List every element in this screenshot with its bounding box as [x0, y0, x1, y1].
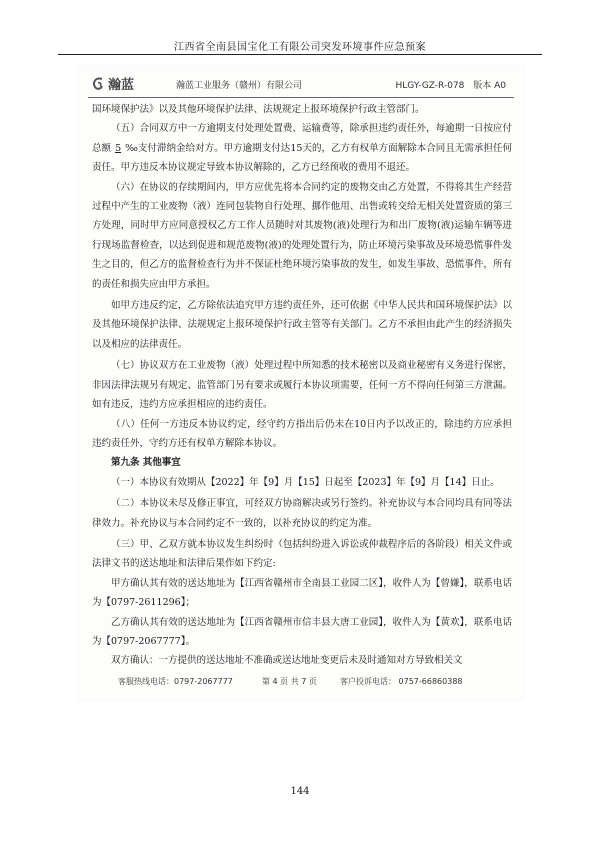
complaint-phone: 客户投诉电话： 0757-66860388	[340, 677, 463, 686]
clause-1: （一）本协议有效期从【2022】年【9】月【15】日起至【2023】年【9】月【14】日止。	[111, 476, 500, 488]
company-name: 瀚蓝工业服务（赣州）有限公司	[176, 81, 303, 91]
party-b-address: 乙方确认其有效的送达地址为【江西省赣州市信丰县大唐工业园】，收件人为【黄欢】，联系电话为【0797-2067777】。	[92, 616, 512, 647]
paragraph-5	[92, 119, 512, 177]
company-logo	[90, 74, 134, 93]
document-number	[396, 78, 506, 91]
paragraph-7: （七）协议双方在工业废物（液）处理过程中所知悉的技术秘密以及商业秘密有义务进行保密，非因法律法规另有规定、监管部门另有要求或履行本协议项需要，任何一方不得向任何第三方泄漏。如有违反，违约方应承担相应的违约责任。	[92, 360, 512, 411]
clause-3: （三）甲、乙双方就本协议发生纠纷时（包括纠纷进入诉讼或仲裁程序后的各阶段）相关文件或法律文书的送达地址和法律后果作如下约定:	[92, 538, 512, 570]
service-confirmation: 双方确认：一方提供的送达地址不准确或送达地址变更后未及时通知对方导致相关文	[111, 655, 463, 667]
paragraph-6: （六）在协议的存续期间内，甲方应优先将本合同约定的废物交由乙方处置，不得将其生产经营过程中产生的工业废物（液）连同包装物自行处理、挪作他用、出售或转交给无相关处置资质的第三方处理，同时甲方应同意授权乙方工作人员随时对其废物(液)处理行为和出厂废物(液)运输车辆等进行现场监督检查，以达到促进和规范废物(液)的处理处置行为，防止环境污染事故及环境恐慌事件发生之目的，但乙方的监督检查行为并不保证杜绝环境污染事故的发生，如发生事故、恐慌事件，所有的责任和损失应由甲方承担。	[92, 181, 512, 290]
doc-code: HLGY-GZ-R-078	[395, 81, 465, 91]
late-fee-rate: 5	[115, 142, 122, 154]
title-divider	[58, 54, 542, 55]
paragraph-5-rest: ‰支付滞纳金给对方。甲方逾期支付达15天的，乙方有权单方面解除本合同且无需承担任何责任。甲方违反本协议规定导致本协议解除的，乙方已经预收的费用不退还。	[92, 142, 512, 174]
header-divider	[88, 97, 514, 98]
scan-header	[78, 66, 524, 98]
paragraph-8: （八）任何一方违反本协议约定，经守约方指出后仍未在10日内予以改正的，除违约方应承担违约责任外，守约方还有权单方解除本协议。	[92, 418, 512, 449]
hotline-text: 客服热线电话：0797-2067777	[118, 677, 233, 686]
paragraph-continued: 国环境保护法》以及其他环境保护法律、法规规定上报环境保护行政主管部门。	[92, 104, 425, 115]
logo-swirl-icon	[90, 76, 106, 92]
logo-text: 瀚蓝	[108, 78, 135, 93]
page-indicator: 第 4 页 共 7 页	[262, 677, 317, 686]
paragraph-breach: 如甲方违反约定，乙方除依法追究甲方违约责任外，还可依据《中华人民共和国环境保护法》以及其他环境保护法律、法规规定上报环境保护行政主管等有关部门。乙方不承担由此产生的经济损失以及相应的法律责任。	[92, 300, 512, 350]
scanned-page	[78, 66, 524, 700]
page-number: 144	[290, 786, 310, 797]
clause-2: （二）本协议未尽及修正事宜，可经双方协商解决或另行签约。补充协议与本合同均具有同等法律效力。补充协议与本合同约定不一致的，以补充协议的约定为准。	[92, 498, 512, 529]
party-a-address: 甲方确认其有效的送达地址为【江西省赣州市全南县工业园二区】，收件人为【曾嫌】，联系电话为【0797-2611296】；	[92, 577, 512, 609]
section-heading: 第九条 其他事宜	[111, 457, 181, 469]
document-title: 江西省全南县国宝化工有限公司突发环境事件应急预案	[174, 42, 426, 53]
paragraph-5-lead: （五）合同双方中一方逾期支付处理处置费、运输费等，除承担违约责任外，每逾期一日按应付总额	[92, 123, 512, 154]
doc-version: 版本 A0	[473, 81, 506, 91]
document-body	[92, 100, 512, 671]
